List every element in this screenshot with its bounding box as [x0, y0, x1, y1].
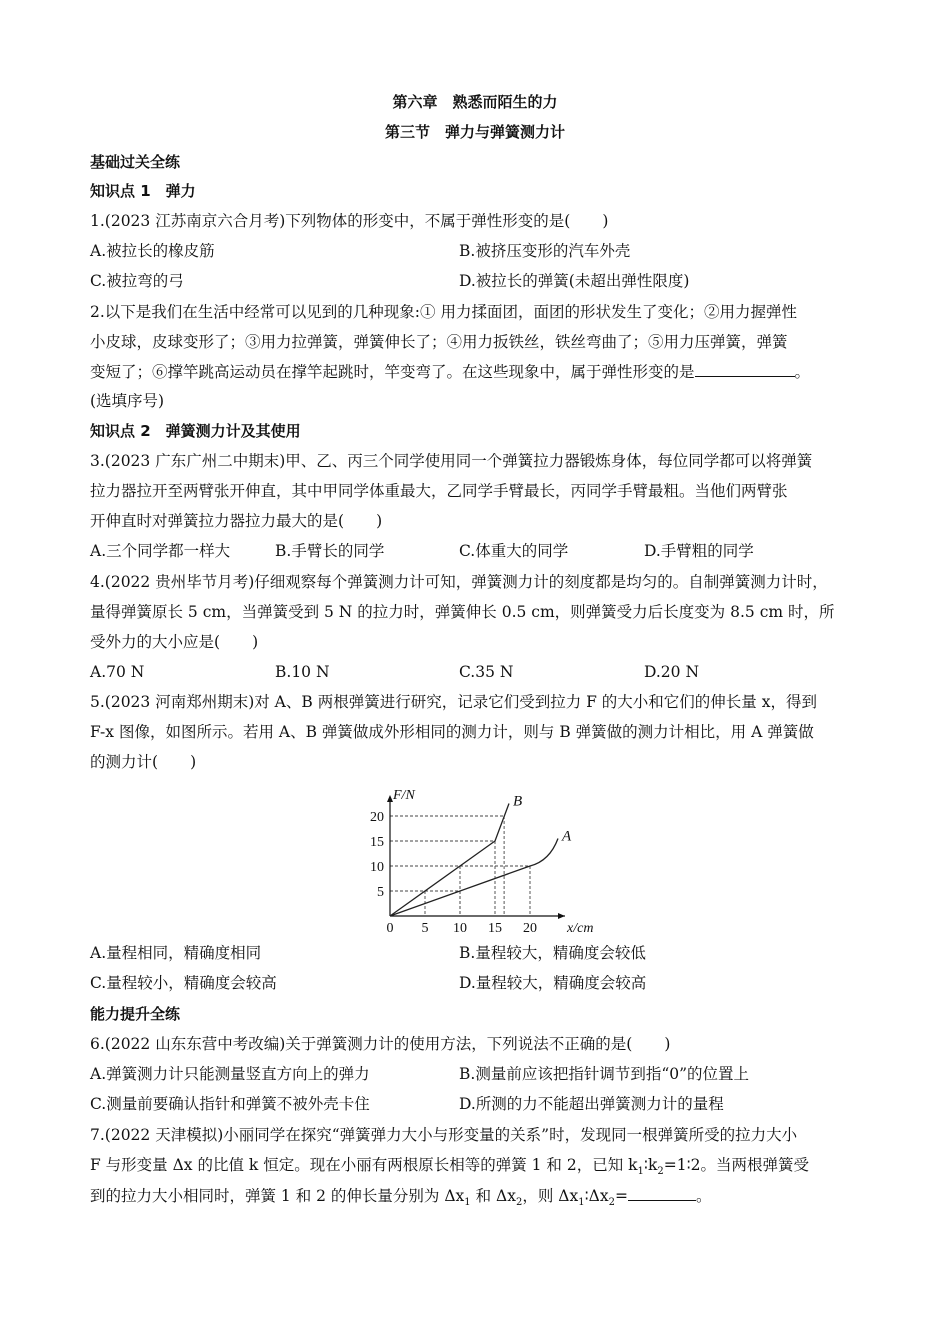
x-tick-label-0: 0	[386, 921, 394, 936]
q4-option-b: B.10 N	[275, 663, 330, 681]
q4-close: )	[252, 633, 259, 651]
q3-line1: 3.(2023 广东广州二中期末)甲、乙、丙三个同学使用同一个弹簧拉力器锻炼身体，每位同学都可以将弹簧	[90, 452, 813, 470]
part2-title: 能力提升全练	[90, 1005, 181, 1023]
q3-line3	[90, 511, 382, 531]
q7-line3	[90, 1185, 711, 1213]
q7-sub-k2: 2	[657, 1166, 664, 1178]
q3-option-b: B.手臂长的同学	[275, 542, 385, 560]
q2-line3-end: 。	[794, 363, 811, 381]
q6-option-a: A.弹簧测力计只能测量竖直方向上的弹力	[90, 1065, 370, 1083]
chapter-title: 第六章 熟悉而陌生的力	[392, 93, 558, 111]
q2-line4: (选填序号)	[90, 392, 165, 410]
q5-option-b: B.量程较大，精确度会较低	[459, 944, 646, 962]
q6-stem	[90, 1034, 670, 1054]
q7-sub-k1: 1	[637, 1166, 644, 1178]
q7-sub-x2a: 2	[515, 1197, 523, 1209]
q5-line2: F-x 图像，如图所示。若用 A、B 弹簧做成外形相同的测力计，则与 B 弹簧做的测力计相比，用 A 弹簧做	[90, 723, 814, 741]
q1-close: )	[602, 212, 609, 230]
q1-option-b: B.被挤压变形的汽车外壳	[459, 242, 631, 260]
q7-sub-x1b: 1	[578, 1197, 585, 1209]
kp2-heading: 知识点 2 弹簧测力计及其使用	[90, 422, 301, 440]
q6-close: )	[664, 1035, 671, 1053]
series-line-B	[390, 804, 509, 917]
q2-line2: 小皮球，皮球变形了；③用力拉弹簧，弹簧伸长了；④用力扳铁丝，铁丝弯曲了；⑤用力压弹簧，弹簧	[90, 333, 788, 351]
q4-option-c: C.35 N	[459, 663, 514, 681]
q5-option-c: C.量程较小，精确度会较高	[90, 974, 277, 992]
q5-close: )	[190, 753, 197, 771]
x-tick-label-10: 10	[453, 921, 467, 936]
y-tick-label-10: 10	[370, 860, 384, 875]
y-tick-label-5: 5	[377, 885, 384, 900]
q7-colon: ∶k	[643, 1156, 658, 1174]
q3-option-c: C.体重大的同学	[459, 542, 569, 560]
q2-line3	[90, 361, 810, 382]
q3-close: )	[376, 512, 383, 530]
q3-option-d: D.手臂粗的同学	[644, 542, 754, 560]
q7-line2b: =1∶2。当两根弹簧受	[663, 1156, 809, 1174]
q4-option-a: A.70 N	[90, 663, 145, 681]
q7-line3c: ，则 Δx	[522, 1187, 579, 1205]
q7-line3a: 到的拉力大小相同时，弹簧 1 和 2 的伸长量分别为 Δx	[90, 1187, 465, 1205]
q3-option-a: A.三个同学都一样大	[90, 542, 231, 560]
y-axis-label: F/N	[393, 788, 415, 803]
q5-line1: 5.(2023 河南郑州期末)对 A、B 两根弹簧进行研究，记录它们受到拉力 F 的大小和它们的伸长量 x，得到	[90, 693, 817, 711]
kp1-heading: 知识点 1 弹力	[90, 182, 196, 200]
q7-sub-x1a: 1	[464, 1197, 471, 1209]
x-axis-label: x/cm	[567, 921, 594, 936]
q7-answer-blank[interactable]	[628, 1185, 696, 1201]
series-label-A: A	[562, 828, 572, 845]
q1-option-c: C.被拉弯的弓	[90, 272, 184, 290]
q7-line1: 7.(2022 天津模拟)小丽同学在探究“弹簧弹力大小与形变量的关系”时，发现同一根弹簧所受的拉力大小	[90, 1126, 798, 1144]
q6-stem-text: 6.(2022 山东东营中考改编)关于弹簧测力计的使用方法，下列说法不正确的是(	[90, 1035, 633, 1053]
q2-line3-text: 变短了；⑥撑竿跳高运动员在撑竿起跳时，竿变弯了。在这些现象中，属于弹性形变的是	[90, 363, 695, 381]
q6-option-b: B.测量前应该把指针调节到指“0”的位置上	[459, 1065, 750, 1083]
part1-title: 基础过关全练	[90, 153, 181, 171]
y-tick-label-20: 20	[370, 810, 384, 825]
q1-stem-text: 1.(2023 江苏南京六合月考)下列物体的形变中，不属于弹性形变的是(	[90, 212, 571, 230]
series-line-A	[390, 839, 558, 917]
q7-line3b: 和 Δx	[470, 1187, 516, 1205]
y-tick-label-15: 15	[370, 835, 384, 850]
q7-line2a: F 与形变量 Δx 的比值 k 恒定。现在小丽有两根原长相等的弹簧 1 和 2，已知 k	[90, 1156, 638, 1174]
q4-option-d: D.20 N	[644, 663, 700, 681]
q7-line3e: =	[614, 1187, 628, 1205]
q6-option-c: C.测量前要确认指针和弹簧不被外壳卡住	[90, 1095, 370, 1113]
q1-option-a: A.被拉长的橡皮筋	[90, 242, 215, 260]
q4-line1: 4.(2022 贵州毕节月考)仔细观察每个弹簧测力计可知，弹簧测力计的刻度都是均匀的。自制弹簧测力计时，	[90, 573, 828, 591]
q1-stem	[90, 211, 608, 231]
q3-line2: 拉力器拉开至两臂张开伸直，其中甲同学体重最大，乙同学手臂最长，丙同学手臂最粗。当他们两臂张	[90, 482, 788, 500]
q6-option-d: D.所测的力不能超出弹簧测力计的量程	[459, 1095, 724, 1113]
section-title: 第三节 弹力与弹簧测力计	[384, 123, 565, 141]
series-label-B: B	[513, 793, 523, 810]
q2-line1: 2.以下是我们在生活中经常可以见到的几种现象:① 用力揉面团，面团的形状发生了变化；②用力握弹性	[90, 303, 797, 321]
f-x-graph	[350, 774, 630, 938]
q5-line3-text: 的测力计(	[90, 753, 159, 771]
q5-option-a: A.量程相同，精确度相同	[90, 944, 262, 962]
q3-line3-text: 开伸直时对弹簧拉力器拉力最大的是(	[90, 512, 345, 530]
x-axis-arrow	[558, 913, 565, 919]
q1-option-d: D.被拉长的弹簧(未超出弹性限度)	[459, 272, 690, 290]
q7-line3f: 。	[695, 1187, 712, 1205]
q5-option-d: D.量程较大，精确度会较高	[459, 974, 647, 992]
q4-line3-text: 受外力的大小应是(	[90, 633, 221, 651]
q4-line2: 量得弹簧原长 5 cm，当弹簧受到 5 N 的拉力时，弹簧伸长 0.5 cm，则弹簧受力后长度变为 8.5 cm 时，所	[90, 603, 835, 621]
x-tick-label-20: 20	[523, 921, 537, 936]
q7-line3d: ∶Δx	[584, 1187, 609, 1205]
q7-line2	[90, 1155, 809, 1182]
q2-answer-blank[interactable]	[695, 361, 795, 377]
x-tick-label-15: 15	[488, 921, 502, 936]
x-tick-label-5: 5	[421, 921, 429, 936]
q5-line3	[90, 752, 196, 772]
q4-line3	[90, 632, 258, 652]
q7-sub-x2b: 2	[608, 1197, 615, 1209]
